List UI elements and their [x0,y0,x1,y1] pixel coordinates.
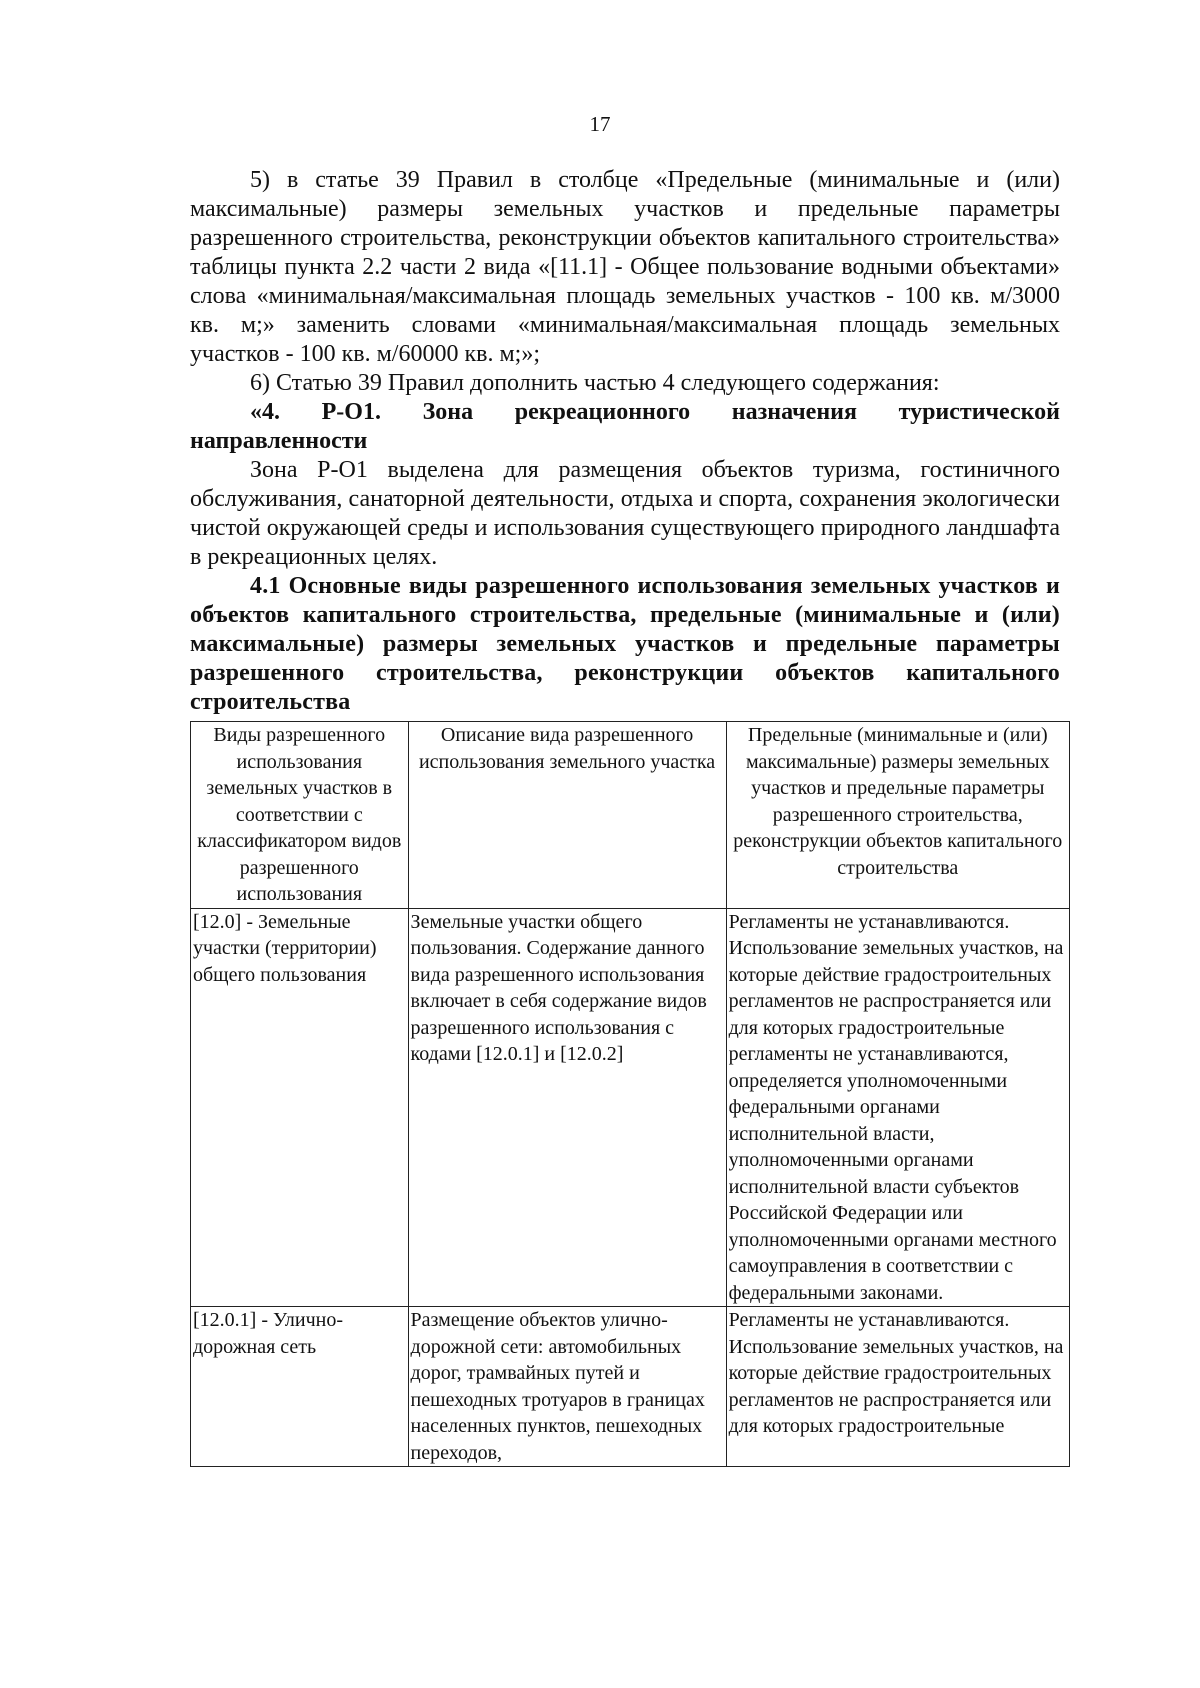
cell-use-description: Земельные участки общего пользования. Содержание данного вида разрешенного использования включает в себя содержание видов разрешенного использования с кодами [12.0.1] и [12.0.2] [408,908,726,1307]
document-body [190,166,1064,1467]
paragraph-item-5: 5) в статье 39 Правил в столбце «Предельные (минимальные и (или) максимальные) размеры земельных участков и предельные параметры разрешенного строительства, реконструкции объектов капитального строительства» таблицы пункта 2.2 части 2 вида «[11.1] - Общее пользование водными объектами» слова «минимальная/максимальная площадь земельных участков - 100 кв. м/3000 кв. м;» заменить словами «минимальная/максимальная площадь земельных участков - 100 кв. м/60000 кв. м;»; [190,167,1060,367]
cell-use-kind: [12.0.1] - Улично-дорожная сеть [191,1307,409,1467]
cell-limit-parameters: Регламенты не устанавливаются. Использование земельных участков, на которые действие градостроительных регламентов не распространяется или для которых градостроительные [726,1307,1069,1467]
page-number: 17 [589,112,611,136]
cell-limit-parameters: Регламенты не устанавливаются. Использование земельных участков, на которые действие градостроительных регламентов не распространяется или для которых градостроительные регламенты не устанавливаются, определяется уполномоченными федеральными органами исполнительной власти, уполномоченными органами исполнительной власти субъектов Российской Федерации или уполномоченными органами местного самоуправления в соответствии с федеральными законами. [726,908,1069,1307]
header-use-description: Описание вида разрешенного использования земельного участка [408,722,726,909]
table-row [191,908,1070,1307]
cell-use-description: Размещение объектов улично-дорожной сети: автомобильных дорог, трамвайных путей и пешеходных тротуаров в границах населенных пунктов, пешеходных переходов, [408,1307,726,1467]
table-header-row [191,722,1070,909]
paragraph-item-6: 6) Статью 39 Правил дополнить частью 4 следующего содержания: [250,370,940,396]
regulations-table [190,721,1070,1467]
zone-description: Зона Р-О1 выделена для размещения объектов туризма, гостиничного обслуживания, санаторной деятельности, отдыха и спорта, сохранения экологически чистой окружающей среды и использования существующего природного ландшафта в рекреационных целях. [190,457,1060,570]
cell-use-kind: [12.0] - Земельные участки (территории) общего пользования [191,908,409,1307]
section-title: 4.1 Основные виды разрешенного использования земельных участков и объектов капитального строительства, предельные (минимальные и (или) максимальные) размеры земельных участков и предельные параметры разрешенного строительства, реконструкции объектов капитального строительства [190,573,1060,715]
header-limit-parameters: Предельные (минимальные и (или) максимальные) размеры земельных участков и предельные параметры разрешенного строительства, реконструкции объектов капитального строительства [726,722,1069,909]
zone-title: «4. Р-О1. Зона рекреационного назначения туристической направленности [190,399,1060,454]
table-row [191,1307,1070,1467]
header-permitted-use-kind: Виды разрешенного использования земельных участков в соответствии с классификатором видов разрешенного использования [191,722,409,909]
